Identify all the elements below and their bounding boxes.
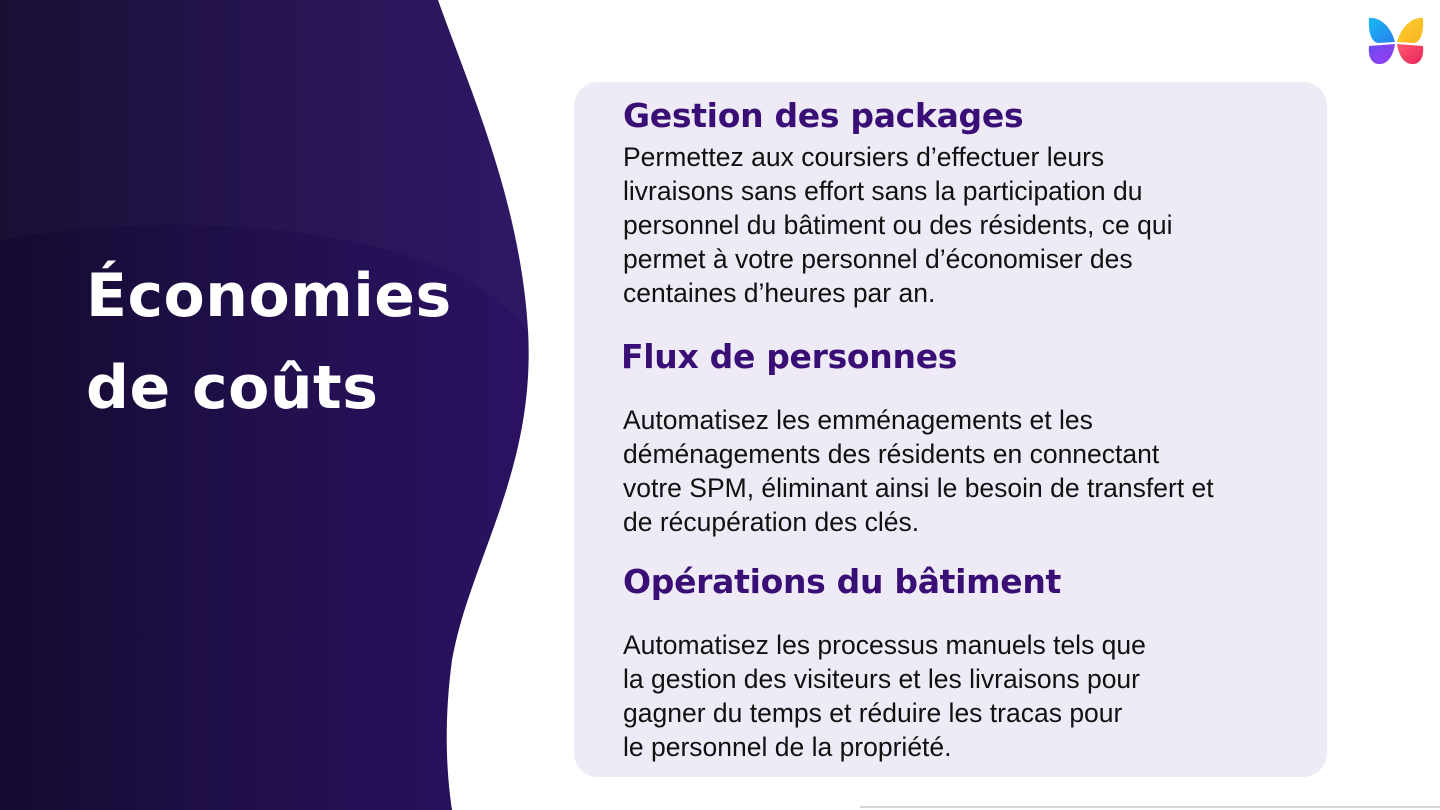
body-line: déménagements des résidents en connectant: [623, 439, 1160, 469]
section-heading-building-operations: Opérations du bâtiment: [623, 562, 1061, 601]
section-body-package-management: [623, 140, 1293, 310]
body-line: le personnel de la propriété.: [623, 732, 952, 762]
body-line: centaines d’heures par an.: [623, 278, 936, 308]
section-body-building-operations: [623, 628, 1293, 764]
slide-title: [86, 250, 516, 434]
body-line: permet à votre personnel d’économiser des: [623, 244, 1133, 274]
body-line: de récupération des clés.: [623, 507, 920, 537]
slide-title-line-2: de coûts: [86, 353, 379, 423]
body-line: livraisons sans effort sans la participation du: [623, 176, 1143, 206]
body-line: Automatisez les emménagements et les: [623, 405, 1093, 435]
body-line: Automatisez les processus manuels tels que: [623, 630, 1146, 660]
section-heading-people-flow: Flux de personnes: [621, 337, 958, 376]
body-line: la gestion des visiteurs et les livraisons pour: [623, 664, 1140, 694]
divider: [860, 806, 1440, 808]
section-heading-package-management: Gestion des packages: [623, 96, 1024, 135]
body-line: votre SPM, éliminant ainsi le besoin de transfert et: [623, 473, 1214, 503]
section-body-people-flow: [623, 403, 1293, 539]
body-line: Permettez aux coursiers d’effectuer leurs: [623, 142, 1105, 172]
body-line: gagner du temps et réduire les tracas pour: [623, 698, 1123, 728]
slide-title-line-1: Économies: [86, 261, 452, 331]
butterfly-logo-icon: [1366, 16, 1426, 66]
body-line: personnel du bâtiment ou des résidents, ce qui: [623, 210, 1173, 240]
